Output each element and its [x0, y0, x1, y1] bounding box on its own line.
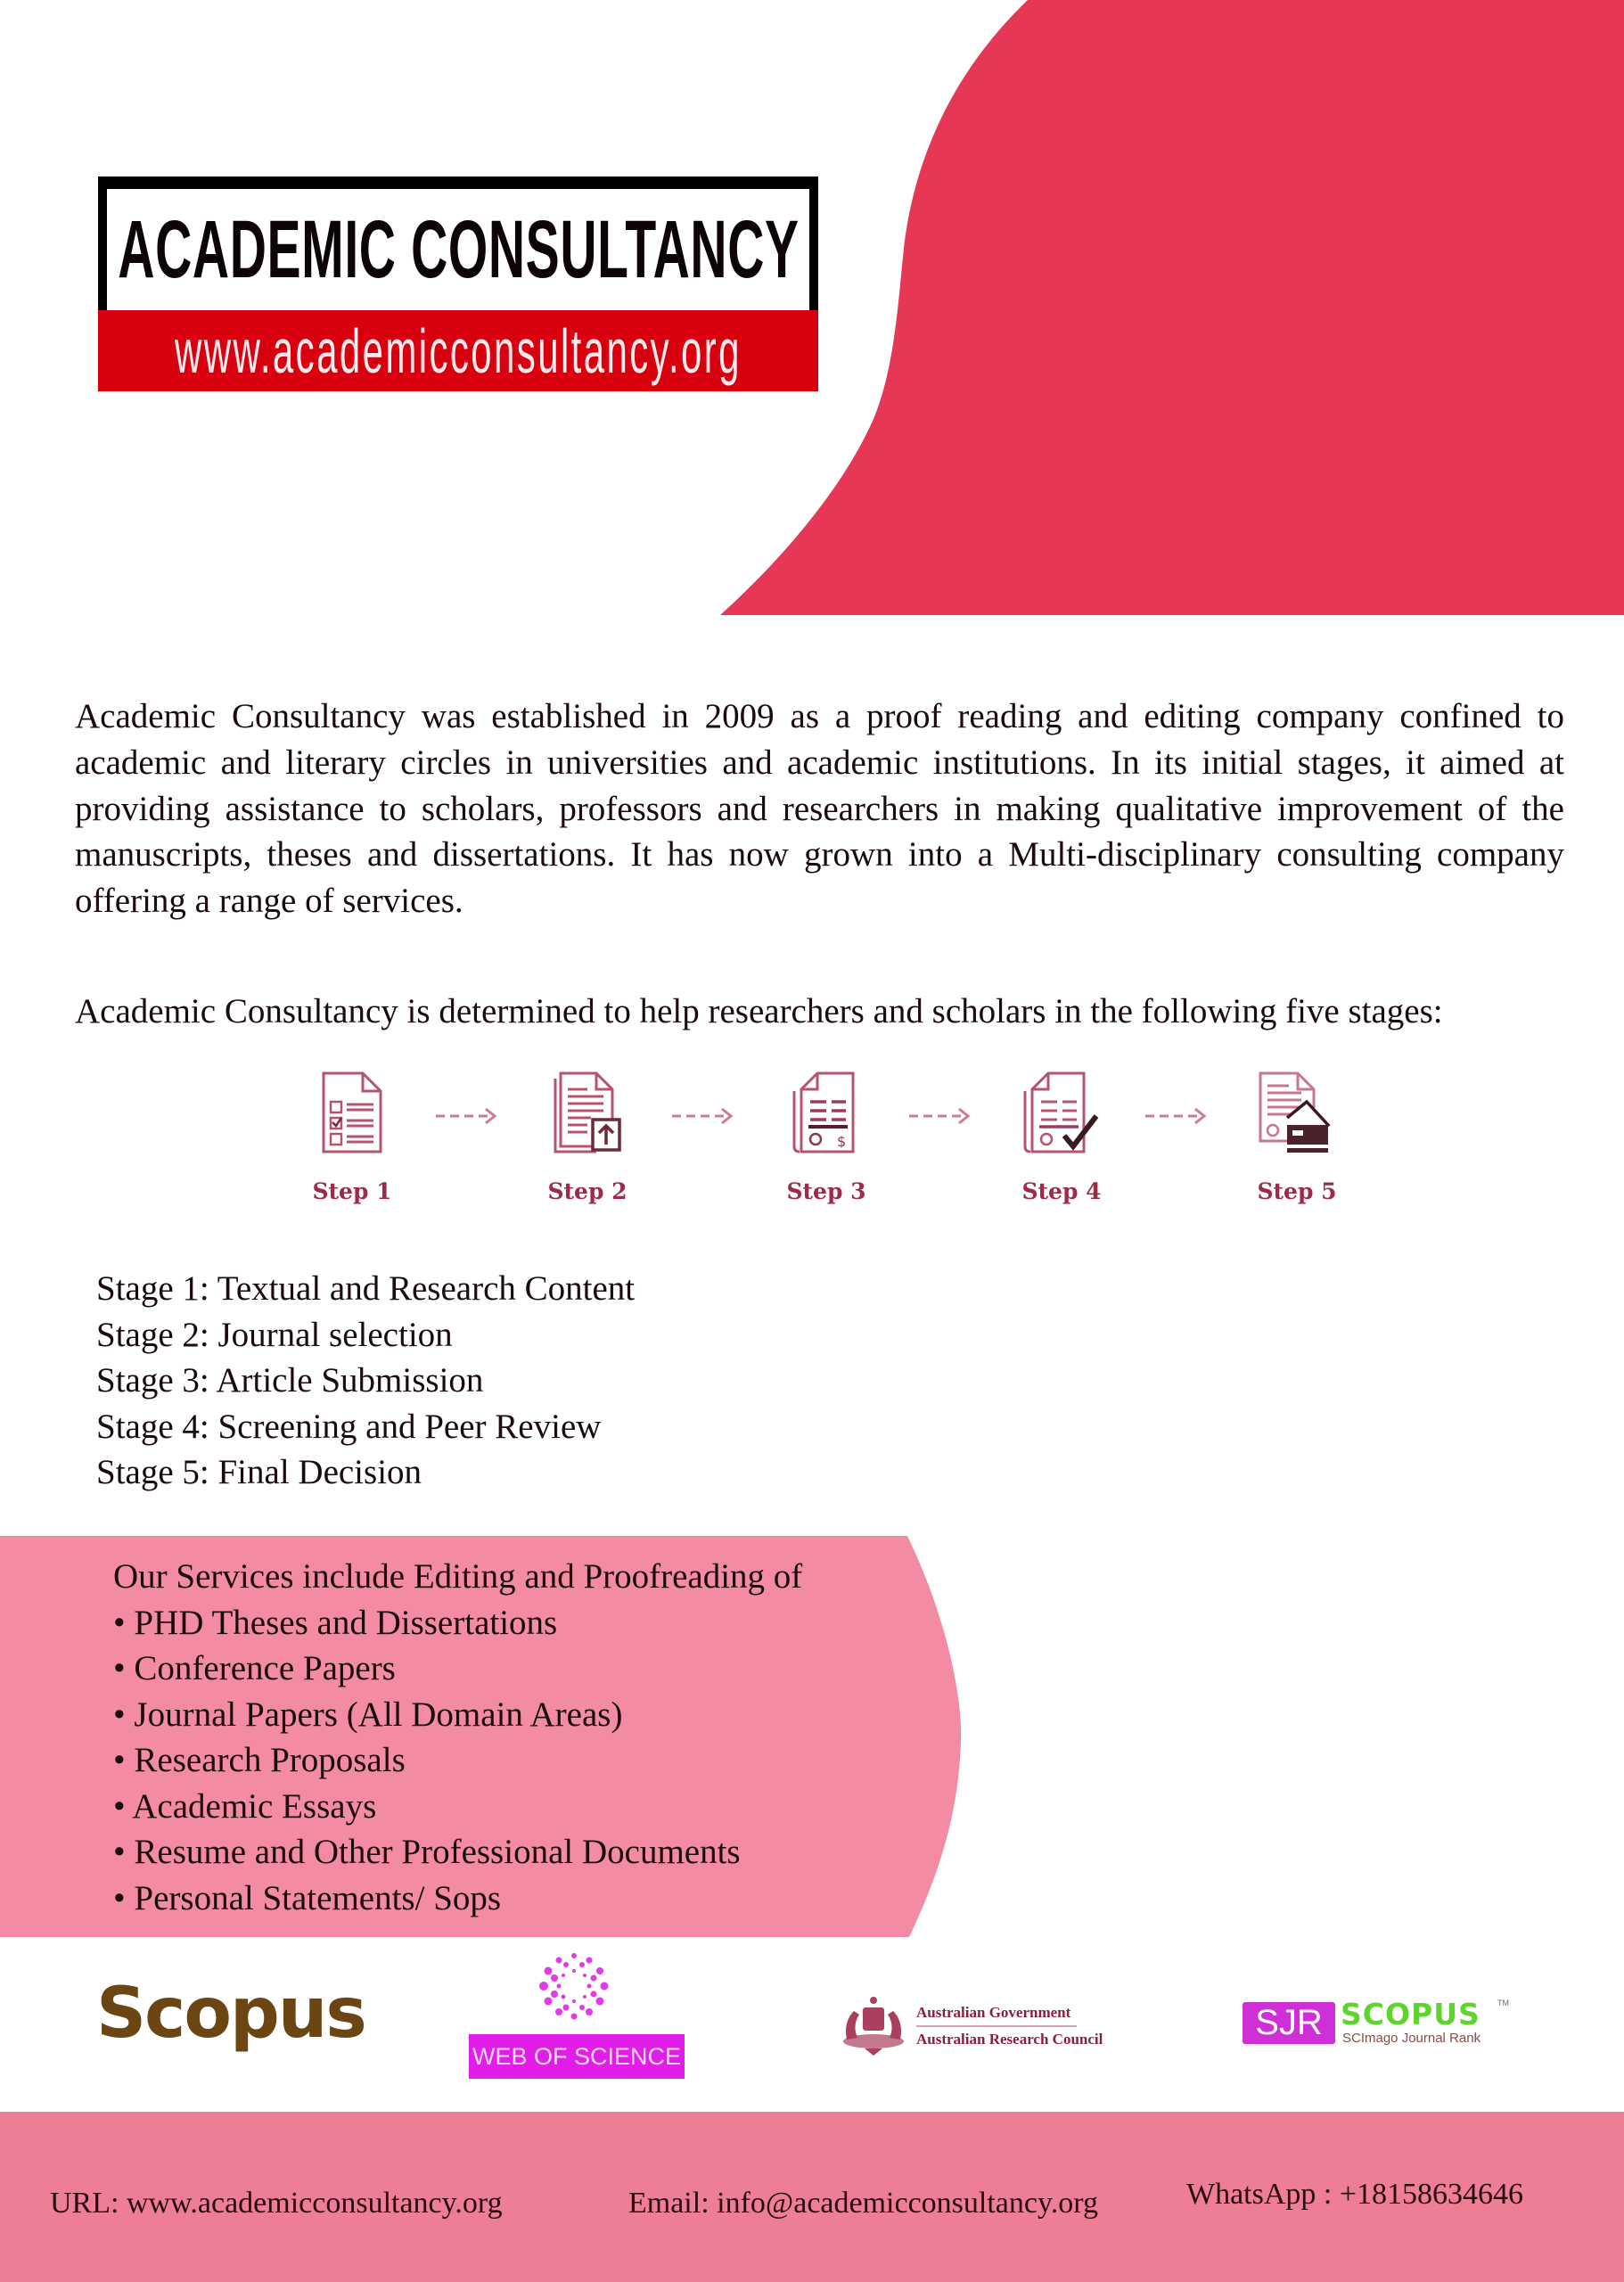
stage-item: Stage 4: Screening and Peer Review [96, 1407, 602, 1446]
scopus-logo: Scopus [96, 1974, 365, 2054]
dashed-arrow-icon [907, 1105, 975, 1127]
academic-consultancy-logo [98, 176, 818, 391]
dashed-arrow-icon [670, 1105, 738, 1127]
invoice-document-icon [791, 1070, 862, 1155]
upload-document-icon [552, 1070, 623, 1155]
dashed-arrow-icon [434, 1105, 502, 1127]
step-label: Step 4 [1021, 1178, 1102, 1204]
sjr-trademark: TM [1497, 1999, 1509, 2007]
step-3 [773, 1070, 880, 1204]
header-red-wave [720, 0, 1624, 615]
service-item: • Research Proposals [113, 1741, 406, 1779]
step-2 [534, 1070, 641, 1204]
services-heading: Our Services include Editing and Proofreading of [113, 1557, 803, 1596]
step-label: Step 2 [547, 1178, 627, 1204]
arc-line1: Australian Government [916, 2004, 1071, 2021]
logo-url: www.academicconsultancy.org [175, 316, 742, 386]
step-4 [1008, 1070, 1115, 1204]
sjr-subtitle: SCImago Journal Rank [1342, 2031, 1481, 2046]
arc-divider [916, 2025, 1077, 2027]
service-item: • PHD Theses and Dissertations [113, 1603, 558, 1642]
stage-item: Stage 2: Journal selection [96, 1315, 453, 1354]
stages-list [96, 1266, 635, 1496]
step-label: Step 3 [786, 1178, 866, 1204]
logo-title: ACADEMIC CONSULTANCY [117, 203, 800, 295]
step-5 [1243, 1070, 1350, 1204]
australian-research-council-logo [838, 1995, 1103, 2057]
step-1 [299, 1070, 406, 1204]
service-item: • Academic Essays [113, 1786, 377, 1826]
services-list [113, 1554, 802, 1921]
about-paragraph: Academic Consultancy was established in 2009 as a proof reading and editing company confined to academic and literary circles in universities and academic institutions. In its initial stages, it aimed at providing assistance to scholars, professors and researchers in making qualitative improvement of the manuscripts, theses and dissertations. It has now grown into a Multi-disciplinary consulting company offering a range of services. [75, 697, 1564, 921]
web-of-science-logo: WEB OF SCIENCE [469, 2034, 685, 2079]
service-item: • Personal Statements/ Sops [113, 1878, 502, 1917]
footer-whatsapp[interactable]: WhatsApp : +18158634646 [1186, 2178, 1524, 2211]
service-item: • Journal Papers (All Domain Areas) [113, 1695, 623, 1734]
stage-item: Stage 5: Final Decision [96, 1453, 422, 1491]
service-item: • Conference Papers [113, 1649, 396, 1687]
approved-document-icon [1021, 1070, 1102, 1155]
logo-url-area [98, 310, 818, 391]
stages-intro: Academic Consultancy is determined to help researchers and scholars in the following five stages: [75, 992, 1443, 1030]
svg-text:$: $ [837, 1133, 847, 1150]
stage-item: Stage 3: Article Submission [96, 1361, 484, 1400]
dashed-arrow-icon [1144, 1105, 1211, 1127]
logo-title-area [107, 189, 809, 310]
coat-of-arms-icon [838, 1995, 909, 2057]
web-of-science-dots-icon [538, 1950, 610, 2022]
sjr-badge: SJR [1243, 2002, 1335, 2044]
footer [0, 2112, 1624, 2282]
step-label: Step 1 [312, 1178, 392, 1204]
arc-line2: Australian Research Council [916, 2031, 1103, 2048]
payment-card-document-icon [1257, 1070, 1337, 1155]
footer-email[interactable]: Email: info@academicconsultancy.org [628, 2187, 1098, 2220]
checklist-document-icon [320, 1070, 384, 1155]
service-item: • Resume and Other Professional Documents [113, 1833, 741, 1871]
footer-url[interactable]: URL: www.academicconsultancy.org [50, 2187, 503, 2220]
stage-item: Stage 1: Textual and Research Content [96, 1269, 636, 1308]
step-label: Step 5 [1257, 1178, 1337, 1204]
sjr-scopus-wordmark: SCOPUS [1341, 1997, 1480, 2032]
